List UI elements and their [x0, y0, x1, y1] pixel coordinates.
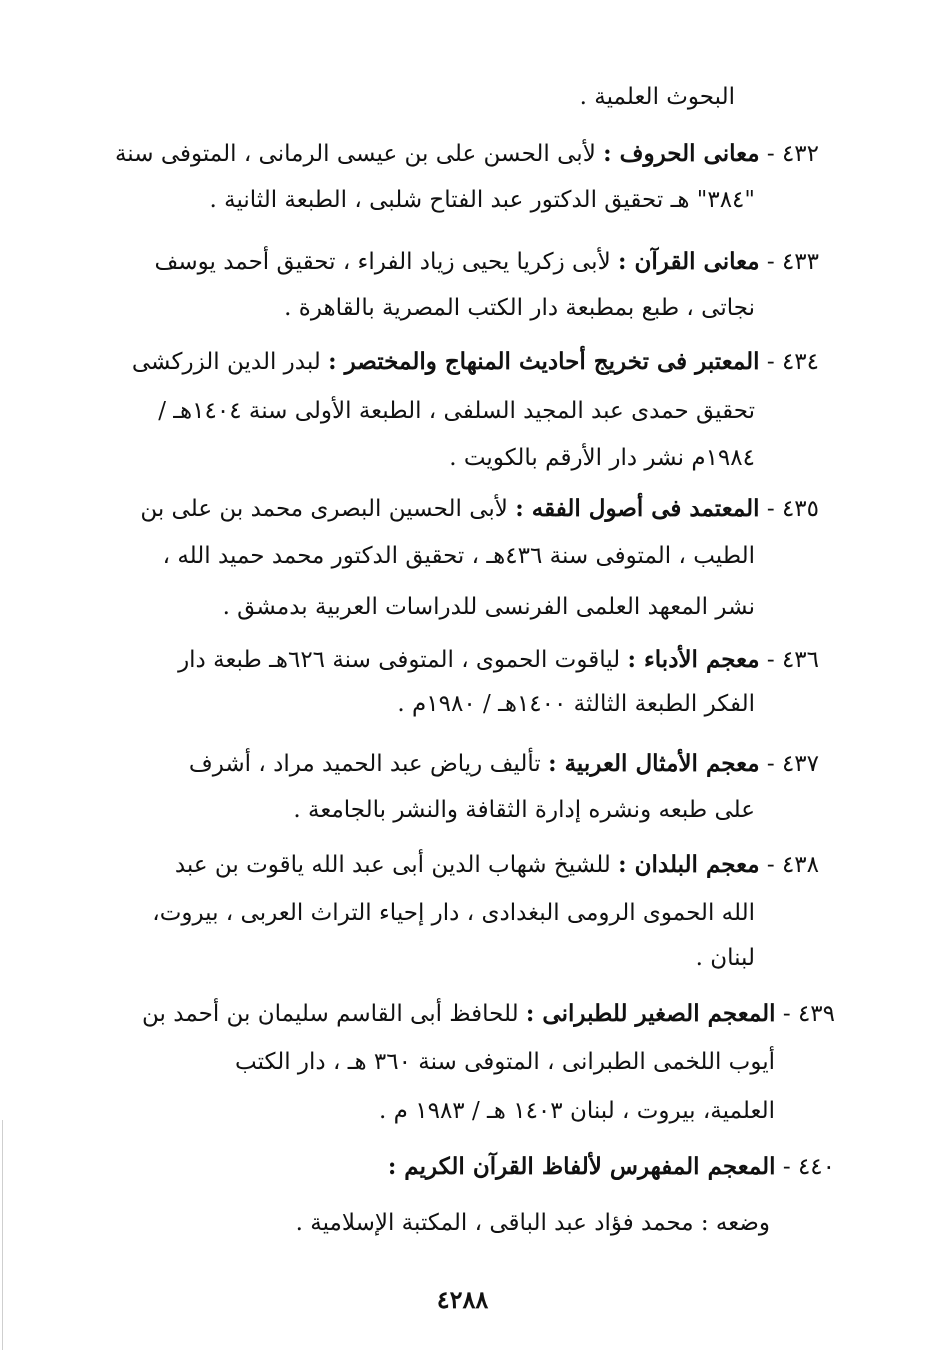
entry-title: المعجم المفهرس لألفاظ القرآن الكريم : [387, 1153, 776, 1180]
entry-title: معجم الأدباء : [627, 646, 760, 673]
entry-number: ٤٣٨ - [766, 852, 819, 878]
entry-432-line-2: "٣٨٤" هـ تحقيق الدكتور عبد الفتاح شلبى ، الطبعة الثانية . [209, 187, 755, 213]
entry-text: تأليف رياض عبد الحميد مراد ، أشرف [188, 751, 541, 777]
entry-title: معانى القرآن : [618, 248, 760, 275]
entry-440-line-1 [388, 1155, 835, 1179]
entry-number: ٤٤٠ - [782, 1154, 835, 1180]
entry-440-line-2: وضعه : محمد فؤاد عبد الباقى ، المكتبة الإسلامية . [295, 1210, 770, 1236]
entry-434-line-3: ١٩٨٤م نشر دار الأرقم بالكويت . [449, 445, 755, 471]
entry-433-line-1 [155, 250, 819, 274]
entry-432-line-1 [115, 142, 819, 166]
entry-text: للحافظ أبى القاسم سليمان بن أحمد بن [142, 1001, 519, 1027]
entry-437-line-2: على طبعه ونشره إدارة الثقافة والنشر بالجامعة . [293, 797, 755, 823]
entry-text: لأبى زكريا يحيى زياد الفراء ، تحقيق أحمد يوسف [154, 249, 611, 275]
entry-number: ٤٣٧ - [766, 751, 819, 777]
entry-435-line-3: نشر المعهد العلمى الفرنسى للدراسات العربية بدمشق . [222, 594, 755, 620]
entry-436-line-2: الفكر الطبعة الثالثة ١٤٠٠هـ / ١٩٨٠م . [397, 691, 755, 717]
entry-439-line-3: العلمية، بيروت ، لبنان ١٤٠٣ هـ / ١٩٨٣ م . [379, 1098, 775, 1124]
entry-439-line-2: أيوب اللخمى الطبرانى ، المتوفى سنة ٣٦٠ هـ ، دار الكتب [235, 1049, 775, 1075]
entry-438-line-2: الله الحموى الرومى البغدادى ، دار إحياء التراث العربى ، بيروت، [152, 900, 755, 926]
entry-436-line-1 [178, 648, 819, 672]
entry-title: المعتبر فى تخريج أحاديث المنهاج والمختصر : [328, 348, 760, 375]
entry-title: معجم الأمثال العربية : [548, 750, 760, 777]
entry-text: لأبى الحسين البصرى محمد بن على بن [140, 496, 508, 522]
entry-number: ٤٣٢ - [766, 141, 819, 167]
entry-number: ٤٣٦ - [766, 647, 819, 673]
entry-437-line-1 [189, 752, 819, 776]
entry-number: ٤٣٥ - [766, 496, 819, 522]
entry-text: للشيخ شهاب الدين أبى عبد الله ياقوت بن عبد [174, 852, 611, 878]
entry-438-line-1 [175, 853, 819, 877]
entry-number: ٤٣٣ - [766, 249, 819, 275]
entry-435-line-2: الطيب ، المتوفى سنة ٤٣٦هـ ، تحقيق الدكتور محمد حميد الله ، [162, 543, 755, 569]
page-number: ٤٢٨٨ [436, 1285, 489, 1314]
entry-title: المعجم الصغير للطبرانى : [525, 1000, 776, 1027]
entry-text: لياقوت الحموى ، المتوفى سنة ٦٢٦هـ طبعة دار [178, 647, 621, 673]
entry-text: لبدر الدين الزركشى [131, 349, 321, 375]
entry-433-line-2: نجاتى ، طبع بمطبعة دار الكتب المصرية بالقاهرة . [284, 295, 755, 321]
entry-title: معجم البلدان : [618, 851, 760, 878]
entry-434-line-2: تحقيق حمدى عبد المجيد السلفى ، الطبعة الأولى سنة ١٤٠٤هـ / [158, 398, 755, 424]
entry-435-line-1 [140, 497, 819, 521]
entry-title: معانى الحروف : [603, 140, 760, 167]
entry-number: ٤٣٩ - [782, 1001, 835, 1027]
entry-number: ٤٣٤ - [766, 349, 819, 375]
entry-434-line-1 [132, 350, 819, 374]
scan-edge-line [2, 1120, 3, 1350]
entry-title: المعتمد فى أصول الفقه : [515, 495, 760, 522]
entry-438-line-3: لبنان . [695, 945, 755, 971]
entry-439-line-1 [142, 1002, 835, 1026]
header-continuation: البحوث العلمية . [579, 84, 735, 110]
entry-text: لأبى الحسن على بن عيسى الرمانى ، المتوفى سنة [114, 141, 596, 167]
